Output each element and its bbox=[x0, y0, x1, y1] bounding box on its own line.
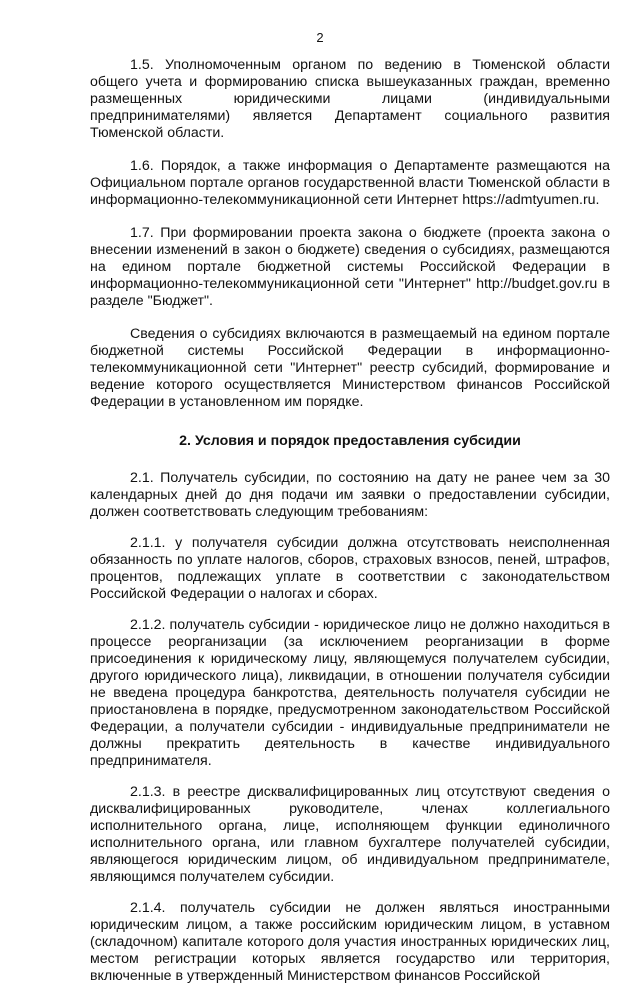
document-body bbox=[90, 57, 610, 999]
paragraph-2-1-2: 2.1.2. получатель субсидии - юридическое лицо не должно находиться в процессе реорганизации (за исключением реорганизации в форме присоединения к юридическому лицу, являющемуся получателем субсидии, другого юридического лица), ликвидации, в отношении получателя субсидии не введена процедура банкротства, деятельность получателя субсидии не приостановлена в порядке, предусмотренном законодательством Российской Федерации, а получатели субсидии - индивидуальные предприниматели не должны прекратить деятельность в качестве индивидуального предпринимателя. bbox=[90, 617, 610, 769]
paragraph-1-7: 1.7. При формировании проекта закона о бюджете (проекта закона о внесении изменений в закон о бюджете) сведения о субсидиях, размещаются на едином портале бюджетной системы Российской Федерации в информационно-телекоммуникационной сети "Интернет" http://budget.gov.ru в разделе "Бюджет". bbox=[90, 225, 610, 309]
section-heading: 2. Условия и порядок предоставления субсидии bbox=[179, 433, 521, 449]
paragraph-2-1: 2.1. Получатель субсидии, по состоянию на дату не ранее чем за 30 календарных дней до дня подачи им заявки о предоставлении субсидии, должен соответствовать следующим требованиям: bbox=[90, 470, 610, 520]
paragraph-2-1-3: 2.1.3. в реестре дисквалифицированных лиц отсутствуют сведения о дисквалифицированных руководителе, членах коллегиального исполнительного органа, лице, исполняющем функции единоличного исполнительного органа, или главном бухгалтере получателей субсидии, являющегося юридическим лицом, об индивидуальном предпринимателе, являющимся получателем субсидии. bbox=[90, 784, 610, 885]
page-number: 2 bbox=[316, 30, 324, 45]
paragraph-2-1-4: 2.1.4. получатель субсидии не должен являться иностранными юридическим лицом, а также российским юридическим лицом, в уставном (складочном) капитале которого доля участия иностранных юридических лиц, местом регистрации которых является государство или территория, включенные в утвержденный Министерством финансов Российской bbox=[90, 900, 610, 984]
paragraph-1-5: 1.5. Уполномоченным органом по ведению в Тюменской области общего учета и формированию списка вышеуказанных граждан, временно размещенных юридическими лицами (индивидуальными предпринимателями) является Департамент социального развития Тюменской области. bbox=[90, 57, 610, 141]
paragraph-1-6: 1.6. Порядок, а также информация о Департаменте размещаются на Официальном портале органов государственной власти Тюменской области в информационно-телекоммуникационной сети Интернет https://admtyumen.ru. bbox=[90, 158, 610, 208]
paragraph-2-1-1: 2.1.1. у получателя субсидии должна отсутствовать неисполненная обязанность по уплате налогов, сборов, страховых взносов, пеней, штрафов, процентов, подлежащих уплате в соответствии с законодательством Российской Федерации о налогах и сборах. bbox=[90, 535, 610, 602]
paragraph-subsidy-info: Сведения о субсидиях включаются в размещаемый на едином портале бюджетной системы Российской Федерации в информационно-телекоммуникационной сети "Интернет" реестр субсидий, формирование и ведение которого осуществляется Министерством финансов Российской Федерации в установленном им порядке. bbox=[90, 326, 610, 410]
